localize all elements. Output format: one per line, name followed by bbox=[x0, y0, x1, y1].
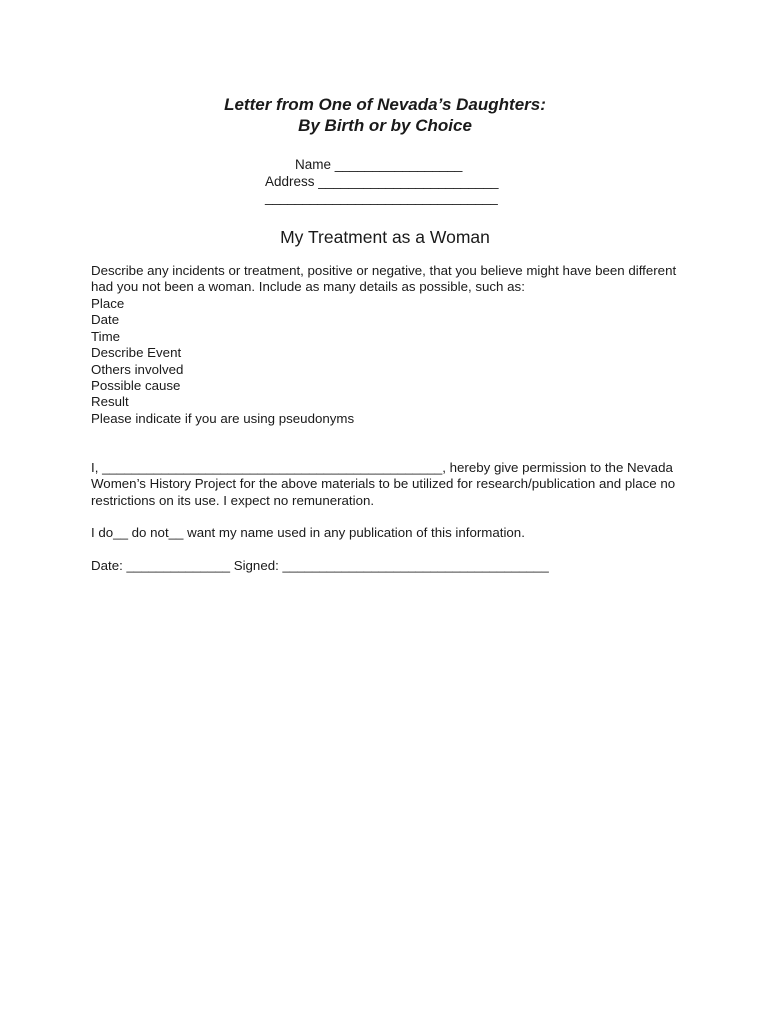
address-field[interactable]: Address ________________________ bbox=[265, 174, 499, 189]
document-title-line2: By Birth or by Choice bbox=[298, 116, 472, 135]
list-item: Time bbox=[91, 328, 121, 344]
name-use-preference[interactable]: I do__ do not__ want my name used in any publication of this information. bbox=[91, 525, 525, 540]
document-title-line1: Letter from One of Nevada’s Daughters: bbox=[224, 95, 546, 114]
list-item: Others involved bbox=[91, 361, 184, 377]
list-item: Describe Event bbox=[91, 345, 182, 361]
list-item: Place bbox=[91, 296, 125, 311]
list-item: Possible cause bbox=[91, 378, 181, 394]
list-item: Date bbox=[91, 312, 120, 328]
details-list bbox=[91, 296, 354, 427]
description-paragraph: Describe any incidents or treatment, positive or negative, that you believe might have been different had you not been a woman. Include as many details as possible, such as: bbox=[91, 263, 677, 295]
list-item: Please indicate if you are using pseudonyms bbox=[91, 410, 355, 426]
name-field[interactable]: Name _________________ bbox=[295, 157, 463, 172]
list-item: Result bbox=[91, 394, 129, 410]
permission-paragraph: I, ______________________________________________, hereby give permission to the Nevada Women’s History Project for the above materials to be utilized for research/publication and place no restrictions on its use. I expect no remuneration. bbox=[91, 460, 676, 508]
address-line2-field[interactable]: _______________________________ bbox=[265, 190, 498, 205]
section-heading: My Treatment as a Woman bbox=[280, 227, 490, 247]
date-signature-line[interactable]: Date: ______________ Signed: ____________________________________ bbox=[91, 558, 549, 573]
